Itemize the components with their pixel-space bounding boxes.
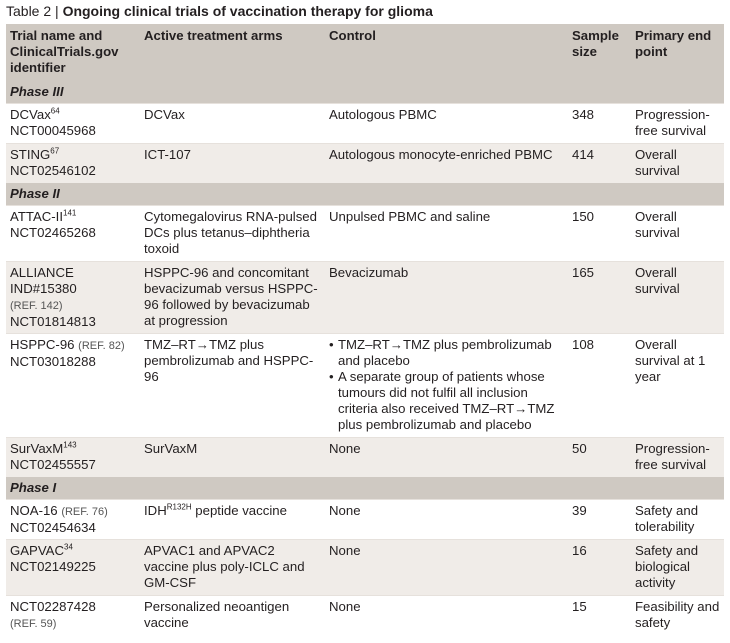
control-list: [329, 337, 564, 433]
table-caption: [6, 2, 433, 20]
arms-cell: HSPPC-96 and concomitant bevacizumab versus HSPPC-96 followed by bevacizumab at progression: [140, 261, 325, 333]
sample-cell: 165: [568, 261, 631, 333]
endpoint-cell: Overall survival at 1 year: [631, 333, 724, 437]
control-cell: None: [325, 499, 568, 539]
sample-cell: 150: [568, 205, 631, 261]
phase-label: Phase III: [6, 81, 724, 103]
phase-label: Phase II: [6, 183, 724, 205]
phase-row: [6, 183, 724, 205]
control-list-item: • A separate group of patients whose tumours did not fulfil all inclusion criteria also received TMZ–RT→TMZ plus pembrolizumab and placebo: [329, 369, 564, 433]
control-cell: None: [325, 539, 568, 595]
control-cell: Unpulsed PBMC and saline: [325, 205, 568, 261]
header-arms: Active treatment arms: [140, 24, 325, 81]
endpoint-cell: Safety and biological activity: [631, 539, 724, 595]
trial-cell: GAPVAC$^{34}$ NCT02149225: [6, 539, 140, 595]
table-row: [6, 595, 724, 633]
endpoint-cell: Feasibility and safety: [631, 595, 724, 633]
header-row: [6, 24, 724, 81]
endpoint-cell: Overall survival: [631, 261, 724, 333]
header-sample: Sample size: [568, 24, 631, 81]
trial-cell: ALLIANCE IND#15380 (REF. 142) NCT01814813: [6, 261, 140, 333]
arms-cell: $IDH^{R132H}$ peptide vaccine: [140, 499, 325, 539]
sample-cell: 108: [568, 333, 631, 437]
table-row: [6, 261, 724, 333]
table-number: Table 2 |: [6, 3, 63, 19]
control-cell: None: [325, 437, 568, 477]
clinical-trials-table: [6, 24, 724, 633]
table-row: [6, 333, 724, 437]
endpoint-cell: Overall survival: [631, 205, 724, 261]
arms-cell: SurVaxM: [140, 437, 325, 477]
trial-cell: STING$^{67}$ NCT02546102: [6, 143, 140, 183]
sample-cell: 15: [568, 595, 631, 633]
control-cell: Autologous PBMC: [325, 103, 568, 143]
trial-cell: DCVax$^{64}$ NCT00045968: [6, 103, 140, 143]
table-row: [6, 437, 724, 477]
arms-cell: TMZ–RT→TMZ plus pembrolizumab and HSPPC-96: [140, 333, 325, 437]
header-trial: Trial name and ClinicalTrials.gov identifier: [6, 24, 140, 81]
sample-cell: 39: [568, 499, 631, 539]
phase-label: Phase I: [6, 477, 724, 499]
endpoint-cell: Progression-free survival: [631, 437, 724, 477]
arms-cell: DCVax: [140, 103, 325, 143]
table-row: [6, 143, 724, 183]
header-control: Control: [325, 24, 568, 81]
phase-row: [6, 477, 724, 499]
trial-cell: SurVaxM$^{143}$ NCT02455557: [6, 437, 140, 477]
control-cell: Autologous monocyte-enriched PBMC: [325, 143, 568, 183]
table-row: [6, 205, 724, 261]
arms-cell: ICT-107: [140, 143, 325, 183]
endpoint-cell: Safety and tolerability: [631, 499, 724, 539]
control-cell: None: [325, 595, 568, 633]
table-row: [6, 499, 724, 539]
trial-cell: NOA-16 (REF. 76) NCT02454634: [6, 499, 140, 539]
header-endpoint: Primary end point: [631, 24, 724, 81]
table-title: Ongoing clinical trials of vaccination therapy for glioma: [62, 3, 433, 19]
arms-cell: Personalized neoantigen vaccine: [140, 595, 325, 633]
control-cell: Bevacizumab: [325, 261, 568, 333]
sample-cell: 16: [568, 539, 631, 595]
arms-cell: APVAC1 and APVAC2 vaccine plus poly-ICLC and GM-CSF: [140, 539, 325, 595]
control-cell: [325, 333, 568, 437]
endpoint-cell: Overall survival: [631, 143, 724, 183]
table-row: [6, 539, 724, 595]
endpoint-cell: Progression-free survival: [631, 103, 724, 143]
table-row: [6, 103, 724, 143]
sample-cell: 414: [568, 143, 631, 183]
sample-cell: 348: [568, 103, 631, 143]
control-list-item: • TMZ–RT→TMZ plus pembrolizumab and placebo: [329, 337, 564, 369]
trial-cell: NCT02287428 (REF. 59): [6, 595, 140, 633]
phase-row: [6, 81, 724, 103]
trial-cell: HSPPC-96 (REF. 82) NCT03018288: [6, 333, 140, 437]
trial-cell: ATTAC-II$^{141}$ NCT02465268: [6, 205, 140, 261]
sample-cell: 50: [568, 437, 631, 477]
arms-cell: Cytomegalovirus RNA-pulsed DCs plus tetanus–diphtheria toxoid: [140, 205, 325, 261]
